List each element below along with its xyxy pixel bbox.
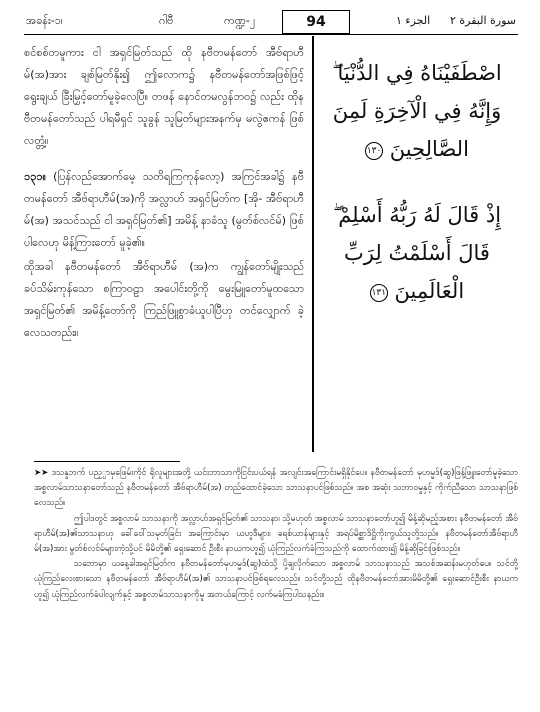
footnote-paragraph-1 — [34, 466, 518, 512]
verse-number-131: ၁၃၁။ — [24, 170, 46, 183]
header-section-name: ဂါဗီ — [159, 14, 174, 27]
translation-paragraph-131-reply: ထိုအခါ နဗီတမန်တော် အီဗ်ရာဟီမ် (အ)က ကျွန်တော်မျိုးသည် ခပ်သိမ်းကုန်သော စကြာဝဠာ အပေါင်းတို့ကို မွေးမြူတော်မူထသော အရှင်မြတ်၏ အမိန့်တော်ကို ကြည်ဖြူစွာခံယူပါပြီဟု တင်လျှောက် ခဲ့လေသတည်း။ — [24, 260, 304, 339]
ayah-marker-131: ١٣١ — [370, 284, 388, 302]
translation-text-131: (ပြန်လည်အောက်မေ့ သတိရကြကုန်လော့) အကြင်အခါ၌ နဗီတမန်တော် အီဗ်ရာဟီမ်(အ)ကို အလ္လာဟ် အရှင်မြတ်က [အို- အီဗ်ရာဟီမ်(အ) အသင်သည် ငါ အရှင်မြတ်၏] အမိန့် နာခံသူ (မွတ်စ်လင်မ်) ဖြစ်ပါလေဟု မိန့်ကြားတော် မူခဲ့၏။ — [24, 170, 304, 249]
arabic-verse-130-text: اصْطَفَيْنَاهُ فِي الدُّنْيَا ۖ وَإِنَّهُ فِي الْآخِرَةِ لَمِنَ الصَّالِحِينَ — [332, 61, 502, 161]
page-header — [24, 8, 518, 35]
header-section-number: ကဏ္ဍ-၂ — [224, 14, 256, 27]
footnote-paragraph-2: ဤပါဒတွင် အစ္စလာမ် သာသနာကို အလ္လာဟ်အရှင်မြတ်၏ သာသနာ၊ သို့မဟုတ် အစ္စလာမ် သာသနာတော်ဟူ၍ မိန့်ဆိုမည့်အစား နဗီတမန်တော် အီဗ်ရာဟီမ်(အ)၏သာသနာဟု ခေါ်ဝေါ်သမုတ်ခြင်း အကြောင်းမှာ ယဟူဒီများ၊ ခရစ်ယာန်များနှင့် အရပ်မိစ္ဆာဒိဋ္ဌိကိုးကွယ်သူတို့သည်။ နဗီတမန်တော်အီဗ်ရာဟီမ်(အ)အား မွတ်စ်လင်မ်များကဲ့သို့ပင် မိမိတို့၏ ရှေးဆောင် ဦးစီး နာယကဟူ၍ ယုံကြည်လက်ခံကြသည်ကို ထောက်ထား၍ မိန့်ဆိုခြင်းဖြစ်သည်။ — [34, 513, 518, 555]
translation-paragraph-130: စင်စစ်တမူကား ငါ အရှင်မြတ်သည် ထို နဗီတမန်တော် အီဗ်ရာဟီမ်(အ)အား ချစ်မြတ်နိုး၍ ဤလောက၌ နဗီတမန်တော်အဖြစ်ဖြင့် ရွေးချယ် ခြီးမြှင့်တော်မူခဲ့လေပြီ။ တဖန် နောင်တမလွန်ဘဝ၌ လည်း ထိုနဗီတမန်တော်သည် ပါရမီရှင် သူခွန် သူမြတ်များအနက်မှ မလွဲဧကန် ဖြစ်လတ္တံ့။ — [24, 46, 304, 147]
arabic-verse-131-text: إِذْ قَالَ لَهُ رَبُّهُ أَسْلِمْ ۖ قَالَ أَسْلَمْتُ لِرَبِّ الْعَالَمِينَ — [332, 203, 502, 303]
footnote-paragraph-3: သဘောမှာ ယနေ့ခါအရှင်မြတ်က နဗီတမန်တော်မုဟမ္မဒ်(ဆွ)ထံသို့ ပို့ချလိုက်သော အစ္စလာမ် သာသနာသည် အသစ်အဆန်းမဟုတ်ပေ။ သင်တို့ယုံကြည်လေးစားသော နဗီတမန်တော် အီဗ်ရာဟီမ်(အ)၏ သာသနာပင်ဖြစ်ရလေသည်။ သင်တို့သည် ထိုနဗီတမန်တော်အားမိမိတို့၏ ရှေးဆောင်ဦးစီး နာယကဟူ၍ ယုံကြည်လက်ခံပါလျက်နှင့် အစ္စလာမ်သာသနာကိုမူ အဘယ်ကြောင့် လက်မခံကြပါသနည်း။ — [34, 559, 518, 600]
page-number: 94 — [282, 10, 350, 34]
translation-paragraph-131 — [24, 166, 304, 254]
footnote-rule — [34, 461, 180, 462]
arabic-verse-130 — [318, 54, 516, 168]
column-divider — [312, 36, 314, 452]
ayah-marker-130: ١٣٠ — [365, 142, 383, 160]
arabic-verse-131 — [318, 196, 516, 310]
footnote-marker-icon: ➤➤ — [34, 468, 49, 478]
footnotes — [34, 466, 518, 603]
translation-column — [24, 42, 304, 344]
header-juz: الجزء ۱ — [396, 14, 431, 27]
header-chapter: အခန်း-၁၊ — [26, 14, 63, 27]
footnote-text-1: ဒသနှုဘက် ပည့္ပာမှဖြေမ်းကိုင် ရိုလူများအတို့ ယင်းဘာသာကိုငြင်းပယ်ရန် အလျင်းအကြောင်းမရှိနိုင်ပေ။ နဗီတမန်တော် မုဟမ္မဒ်(ဆွ)ဖြန့်ဖြူးတော်မူခဲ့သော အစ္စလာမ်သာသနာတော်သည် နဗီတမန်တော် အီဗ်ရာဟီမ်(အ) တည်ထောင်ခဲ့သော သာသနာပင်ဖြစ်သည်။ အစ အဆုံး သဘာဝမှုနှင့် ကိုက်ညီသော သာသနာဖြစ်လေသည်။ — [34, 468, 519, 509]
header-surah: سورة البقرة ۲ — [449, 14, 516, 27]
